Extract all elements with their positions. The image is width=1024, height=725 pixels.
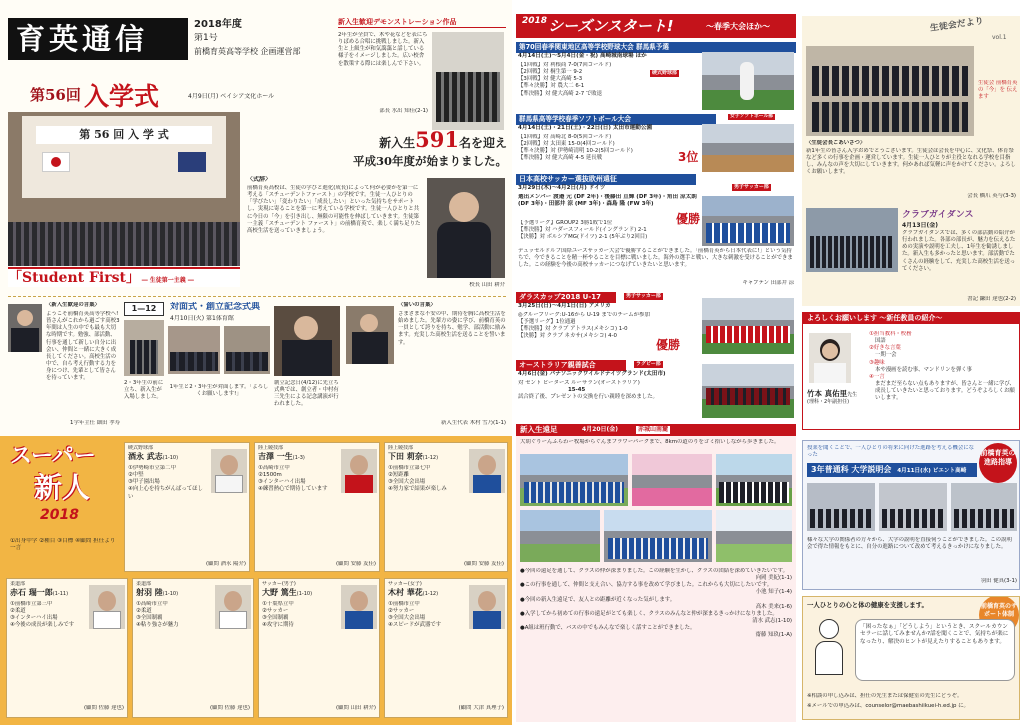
motto-text: 「Student First」 — [8, 270, 140, 286]
council-greeting: 新1年生の皆さん入学おめでとうございます。生徒会は会長を中心に、文化祭、体育祭など多くの行事を企画・運営しています。生徒一人ひとりが主役となれる学校を目指し、みんなの声を大切にしていきます。何かあれば気軽に声をかけてください。よろしくお願いします。 — [806, 148, 1016, 176]
excursion-comment: ●A組は班行動で、バスの中でもみんなで楽しく話すことができました。 齋藤 知玖(1-A) — [520, 625, 792, 639]
rookies-title-2: 新人 — [34, 471, 91, 504]
career-section — [802, 440, 1020, 590]
principal-title: 〈式辞〉 — [247, 176, 272, 183]
softball-place: 3位 — [678, 150, 699, 164]
rugby-title: オーストラリア親善試合 — [516, 360, 626, 371]
teacher-profile: ①担当教科・校務 国語 ②好きな言葉 一期一会 ③趣味 本や漫画を読む事、マンドリンを弾く事 ④一言 まだまだ至らない点もありますが、皆さんと一緒に学び、成長していきたいと思っております。どうぞよろしくお願いします。 — [869, 331, 1015, 402]
welcome-photo — [8, 304, 42, 352]
career-header — [807, 463, 977, 477]
excursion-photo-1 — [520, 454, 628, 506]
rookie-lines: ①千葉県立中 ②サッカー ③全国制覇 ④攻守に期待 — [262, 601, 294, 629]
excursion-comment: ●この行事を通して、仲間と支え合い、協力する事を改めて学びました。これからも大切にしたいです。 小池 知子(1-4) — [520, 582, 792, 596]
rugby-results: 対 セント ピーターズ ルーサラン(オーストラリア) 15-45 試合終了後、プレゼントの交換を行い親睦を深めました。 — [518, 380, 658, 401]
career-tag: 前橋育英の進路指導 — [979, 443, 1017, 483]
soccer-players: 選出メンバー 渡邉 元 (DF 2年)・後藤田 亘輝 (DF 3年)・角田 涼太朗 (DF 3年)・田部井 涼 (MF 3年)・森島 隆 (FW 3年) — [518, 194, 697, 208]
baseball-title: 第70回春季関東地区高等学校野球大会 群馬県予選 — [516, 42, 796, 53]
career-place: ビエント高崎 — [932, 468, 967, 474]
excursion-photo-2 — [632, 454, 712, 506]
rookie-lines: ①高崎市立中 ②1500m ③インターハイ出場 ④練習熱心で期待しています — [258, 465, 328, 493]
entrance-headline — [245, 126, 507, 170]
flag-left — [42, 152, 70, 172]
welcome-section — [8, 302, 120, 430]
teacher-section — [802, 312, 1020, 430]
guidance-title: クラブガイダンス — [902, 210, 974, 220]
career-text: 様々な大学の関係者の方々から、大学の説明を直接伺うことができました。この説明会で得た情報をもとに、自分の進路について改めて考えるきっかけになりました。 — [807, 537, 1012, 551]
guidance-text: クラブガイダンスでは、多くの部活動の紹介が行われました。各部の部長が、魅力を伝えるための実演や説明を工夫し、1年生を勧誘しました。新入生も多かったと思います。部活動でたくさんの経験をして、充実した高校生活を送ってください。 — [902, 230, 1016, 272]
rookies-year: 2018 — [40, 507, 79, 523]
rookie-card — [258, 578, 380, 718]
flag-right — [178, 152, 206, 172]
council-section — [802, 16, 1020, 306]
ceremony-class-label: 1—12 — [124, 302, 164, 316]
counsel-title: 一人ひとりの心と体の健康を支援します。 — [807, 601, 928, 609]
softball-date: 4月14日(土)・21日(土)・22日(日) 太田市運動公園 — [518, 124, 653, 131]
rookie-name: 木村 華花(1-12) — [388, 588, 439, 597]
ceremony-caption-1: 2・3年生の前に立ち、新入生が入場しました。 — [124, 380, 164, 401]
motto-sub: ― 生徒第一主義 ― — [141, 277, 194, 284]
season-title: シーズンスタート! — [548, 17, 674, 35]
council-greeting-sign: 会長 橋爪 英与(3-3) — [967, 193, 1016, 199]
season-year: 2018 — [522, 16, 548, 26]
career-photo-2 — [879, 483, 947, 531]
teacher-photo — [809, 333, 851, 383]
career-date: 4月11日(水) — [897, 468, 931, 474]
principal-sign: 校長 山田 耕介 — [469, 282, 505, 288]
soccer-photo — [702, 196, 794, 246]
rookie-club: サッカー(女子) — [388, 581, 422, 587]
welcome-title: 〈新入生歓迎の言葉〉 — [46, 302, 100, 308]
counsel-note-1: ※相談の申し込みは、担任の先生または保健室の先生にどうぞ。 — [807, 693, 963, 699]
rookie-photo — [215, 585, 251, 629]
principal-photo — [427, 178, 505, 278]
season-banner — [516, 14, 796, 38]
baseball-results: 【1回戦】対 利根商 7-0(7回コールド) 【2回戦】対 桐生第一 9-2 【3回戦】対 健大高崎 5-3 【準々決勝】対 農大二 6-1 【準決勝】対 健大高崎 2-7 で敗退 — [518, 62, 612, 97]
stage-floor — [8, 222, 240, 266]
baseball-photo — [702, 52, 794, 110]
welcome-sign: 1学年主任 細田 孝寿 — [70, 420, 120, 426]
masthead-issue: 第1号 — [194, 33, 218, 43]
excursion-intro: 大胡ぐりーんふらわー牧場からぐんまフラワーパークまで、8kmの道のりをゴミ拾いしながら歩きました。 — [520, 439, 780, 445]
dallas-title: ダラスカップ2018 U-17 — [516, 292, 616, 303]
dallas-date: 3月25日(日)〜4月1日(日) アメリカ — [518, 303, 611, 310]
soccer-text: デュッセルドルフ国際ユースサッカー大会で優勝することができました。「前橋育英から日本代表に!」という気持ちで、今できることを精一杯やることを目標に戦いました。海外の選手と戦い、大きな刺激を受けることができました。この経験を今後の高校サッカーにつなげていきたいと思います。 — [518, 248, 793, 269]
rookie-club: 柔道部 — [136, 581, 152, 587]
softball-results: 【1回戦】対 高崎北 8-0(5回コールド) 【2回戦】対 太田東 15-0(4回コールド) 【準々決勝】対 伊勢崎清明 10-2(5回コールド) 【準決勝】対 健大高崎 4-5 延長戦 — [518, 134, 633, 162]
oath-section — [346, 302, 506, 430]
excursion-comment: ●今回の新入生遠足で、友人との距離が近くなった気がします。 高木 美来(1-6) — [520, 596, 792, 610]
soccer-title: 日本高校サッカー選抜欧州遠征 — [516, 174, 696, 185]
ceremony-title: 対面式・創立記念式典 — [170, 302, 261, 312]
counsel-illustration — [809, 617, 849, 677]
career-photo-1 — [807, 483, 875, 531]
rookie-sign: (顧問 大津 真理子) — [458, 705, 504, 711]
council-greeting-title: 〈生徒会長ごあいさつ〉 — [806, 140, 866, 146]
anniversary-photo — [274, 306, 340, 376]
rookie-sign: (顧問 山田 耕介) — [336, 705, 376, 711]
rugby-photo — [702, 364, 794, 418]
excursion-title: 新入生遠足 — [520, 425, 558, 434]
excursion-photo-6 — [716, 510, 792, 562]
rookie-card — [254, 442, 380, 572]
soccer-section — [516, 174, 796, 290]
rookie-sign: (顧問 佐藤 達也) — [84, 705, 124, 711]
rookie-photo — [89, 585, 125, 629]
career-sign: 羽田 健真(3-1) — [980, 578, 1017, 584]
ceremony-photo-2 — [168, 326, 220, 374]
demo-photo — [432, 32, 504, 130]
principal-text: 前橋育英高校は、生徒の学びと進化(成長)によって何が必要かを第一に考える「スチューデントファースト」の学校です。生徒一人ひとりの「学びたい」「変わりたい」「成長したい」といった気持ちをサポートし、実現に寄ることを第一に考えている学校です。生徒一人ひとりと共に今日の「今」を引き出し、無限の可能性を伸ばしていきます。生徒第一主義「スチューデント ファースト」の前橋育英で、楽しく満ち足りた高校生活を送っていきましょう。 — [247, 185, 421, 234]
rookie-name: 吉澤 一生(1-3) — [258, 452, 305, 461]
council-label: 生徒会だより — [929, 16, 985, 34]
rookie-name: 大野 篤生(1-10) — [262, 588, 313, 597]
career-intro: 授業を聞くことで、一人ひとりの将来に向けた進路を考える機会になった — [807, 445, 975, 459]
entrance-label: 第56回 — [30, 86, 81, 104]
oath-text: さまざまな不安の中、期待を胸に高校生活を始めました。先輩方の姿に学び、前橋育英の一員として誇りを持ち、勉学、部活動に励みます。充実した高校生活を送ることを誓います。 — [398, 311, 506, 346]
teacher-name: 竹本 真佑里 — [807, 389, 848, 398]
council-caption: 生徒会 前橋育英の「今」を 伝えます — [978, 80, 1018, 101]
rookie-club: 柔道部 — [10, 581, 26, 587]
rookies-title-1: スーパー — [10, 444, 96, 469]
divider-1 — [8, 296, 506, 297]
rookie-name: 酒永 武志(1-10) — [128, 452, 179, 461]
ceremony-photo-1 — [124, 320, 164, 376]
counsel-bubble: 「困ったなぁ」「どうしよう」というとき、スクールカウンセラーに話してみませんか?話を聞くことで、気持ちが楽になったり、解決のヒントが見えたりすることもあります。 — [855, 619, 1015, 681]
rookies-section — [0, 436, 512, 725]
demo-title: 新入生歓迎デモンストレーション作品 — [338, 18, 506, 28]
headline-line2: 平成30年度が始まりました。 — [352, 153, 507, 168]
soccer-date: 3月29日(木)〜4月2日(月) ドイツ — [518, 185, 606, 192]
rookie-lines: ①伊勢崎市立第二中 ②中堅 ③甲子園出場 ④向上心を持ちがんばってほしい — [128, 465, 203, 500]
rookie-lines: ①前橋市立第七中 ②短距離 ③全国大会出場 ④努力家で結果が楽しみ — [388, 465, 447, 493]
excursion-section — [516, 424, 796, 722]
headline-part2: 名を迎え — [458, 136, 507, 150]
rookie-card — [384, 442, 508, 572]
counsel-tag: 前橋育英のサポート体制 — [979, 596, 1019, 635]
rugby-date: 4月6日(金) パナソニックワイルドナイツグランド(太田市) — [518, 371, 666, 378]
rookie-sign: (顧問 安藤 友佳) — [464, 561, 504, 567]
dallas-place: 優勝 — [656, 338, 681, 352]
rookie-photo — [341, 585, 377, 629]
ceremony-caption-2: 1年生と2・3年生が対面します。「よろしくお願いします!」 — [169, 384, 269, 398]
excursion-comments — [520, 568, 792, 639]
dallas-section — [516, 292, 796, 358]
rookie-photo — [341, 449, 377, 493]
excursion-photo-3 — [716, 454, 792, 506]
entrance-date: 4月9日(月) ベイシア文化ホール — [188, 93, 275, 100]
oath-photo — [346, 306, 394, 364]
guidance-photo — [806, 208, 898, 272]
soccer-tag: 男子サッカー部 — [734, 184, 769, 190]
excursion-photo-4 — [520, 510, 600, 562]
motto — [8, 267, 240, 287]
council-photo — [806, 46, 974, 136]
enrollment-count: 591 — [415, 127, 459, 152]
excursion-date: 4月20日(金) — [582, 426, 619, 433]
teacher-name-row — [807, 389, 863, 406]
demo-text: 2年生が全員で、木や花などを表にちりばめる合唱に挑戦しました。新入生と上級生が和気藹藹と話している様子をイメージしました。広い校舎を散策する際には楽しんで下さい。 — [338, 32, 428, 67]
counsel-note-2: ※メールでの申込みは、counselor@maebashiikuei-h.ed.jp に。 — [807, 703, 969, 709]
excursion-comment: ●入学してから初めての行事の遠足がとても楽しく、クラスのみんなと仲が深まるきっかけになりました。 清水 武志(1-10) — [520, 610, 792, 624]
council-vol: vol.1 — [992, 34, 1007, 41]
rookie-sign: (顧問 佐藤 達也) — [210, 705, 250, 711]
welcome-text: ようこそ前橋育英高等学校へ!皆さんがこれから過ごす高校3年間は人生の中でも最も大切な時期です。勉強、部活動、行事を通して新しい自分に出会い、仲間と一緒に大きく成長してください。高校生活の中で、自ら考え行動する力を身につけ、先輩として皆さんを待っています。 — [46, 311, 120, 382]
career-photo-3 — [951, 483, 1017, 531]
excursion-place: 赤城山南麓 — [638, 426, 669, 433]
rookie-sign: (顧問 安藤 友佳) — [336, 561, 376, 567]
rugby-section — [516, 360, 796, 420]
masthead-title: 育英通信 — [8, 18, 188, 60]
rookie-club: 硬式野球部 — [128, 445, 154, 451]
rookie-card — [384, 578, 508, 718]
rookie-name: 射羽 陸(1-10) — [136, 588, 179, 597]
rookie-photo — [469, 449, 505, 493]
career-title: 3年普通科 大学説明会 — [811, 465, 892, 474]
rookie-lines: ①前橋市立第三中 ②柔道 ③インターハイ出場 ④今後の成長が楽しみです — [10, 601, 75, 629]
masthead — [8, 12, 334, 70]
oath-sign: 新入生代表 木村 雪乃(1-1) — [441, 420, 506, 426]
baseball-section — [516, 42, 796, 112]
rookie-club: 陸上競技部 — [388, 445, 414, 451]
ceremony-section — [124, 302, 342, 430]
soccer-sign: キャプテン 田部井 涼 — [742, 280, 794, 286]
dallas-tag: 男子サッカー部 — [626, 293, 661, 299]
rookie-lines: ①前橋市立中 ②サッカー ③全国大会出場 ④スピードが武器です — [388, 601, 442, 629]
rookie-card — [132, 578, 254, 718]
guidance-date: 4月13日(金) — [902, 222, 939, 229]
right-page — [512, 0, 1024, 725]
rookie-sign: (顧問 酒永 陽介) — [206, 561, 246, 567]
counsel-section — [802, 596, 1020, 720]
teacher-title: よろしくお願いします 〜新任教員の紹介〜 — [803, 313, 1019, 324]
ceremony-photo-3 — [224, 326, 270, 374]
anniversary-caption: 創立記念日(4/12)に先立ち式典では、創立者・中村有三先生による記念講演が行われました。 — [274, 380, 339, 408]
baseball-date: 4月14日(土)〜5月4日(金・祝) 高崎城南球場 ほか — [518, 52, 647, 59]
demo-section — [338, 18, 506, 136]
excursion-header — [516, 424, 796, 436]
season-subtitle: 〜春季大会ほか〜 — [706, 22, 770, 31]
ceremony-date: 4月10日(火) 第1体育館 — [170, 315, 234, 322]
softball-tag: 女子ソフトボール部 — [730, 114, 774, 119]
rookie-club: 陸上競技部 — [258, 445, 284, 451]
softball-photo — [702, 124, 794, 172]
rookie-club: サッカー(男子) — [262, 581, 296, 587]
excursion-photo-5 — [604, 510, 712, 562]
demo-sign: 部長 水出 知佳(2-1) — [379, 108, 428, 114]
softball-section — [516, 114, 796, 172]
rugby-tag: ラグビー部 — [636, 361, 661, 367]
rookie-card — [6, 578, 128, 718]
rookie-photo — [211, 449, 247, 493]
oath-title: 〈誓いの言葉〉 — [398, 302, 436, 308]
guidance-sign: 書記 鎌田 達也(2-2) — [967, 296, 1016, 302]
rookies-legend: ①出身中学 ②種目 ③目標 ④顧問 担任より一言 — [10, 538, 116, 552]
baseball-tag: 硬式野球部 — [652, 70, 678, 76]
dallas-results: ◎グループリーグ:U-16から U-19 までのチームが参加 【予選リーグ】1位通過 【準決勝】対 クラブ アトラス(メキシコ) 1-0 【決勝】対 クラブ ネカサ(メキシコ) 4-0 — [518, 312, 650, 340]
rookie-photo — [469, 585, 505, 629]
excursion-comment: ●今回の遠足を通して、クラスの仲が深まりました。この経験を生かし、クラスの団結を深めていきたいです。 向岡 美紀(1-1) — [520, 568, 792, 582]
rookie-lines: ①高崎市立中 ②柔道 ③全国制覇 ④粘り強さが魅力 — [136, 601, 179, 629]
softball-title: 群馬県高等学校春季ソフトボール大会 — [516, 114, 716, 125]
stage-banner: 第 56 回 入 学 式 — [36, 126, 212, 144]
rookie-card — [124, 442, 250, 572]
masthead-publisher: 前橋育英高等学校 企画運営部 — [194, 47, 301, 56]
entrance-photo — [8, 112, 240, 266]
teacher-subject: (理科・2年副担任) — [807, 399, 850, 406]
rookie-name: 赤石 瑞一郎(1-11) — [10, 588, 69, 597]
soccer-results: 【予選リーグ】GROUP2 3勝1敗で1位 【準決勝】対 ハダースフィールド(イングランド) 2-1 【決勝】対 ボルシアMG(ドイツ) 2-1 (5年ぶり2回目) — [518, 220, 648, 241]
dallas-photo — [702, 298, 794, 354]
rookie-name: 下田 莉奈(1-12) — [388, 452, 439, 461]
masthead-year: 2018年度 — [194, 19, 242, 30]
headline-part1: 新入生 — [379, 136, 416, 150]
principal-section — [245, 176, 507, 292]
teacher-suffix: 先生 — [847, 392, 858, 398]
soccer-place: 優勝 — [676, 212, 701, 226]
entrance-title: 入学式 — [84, 82, 160, 111]
